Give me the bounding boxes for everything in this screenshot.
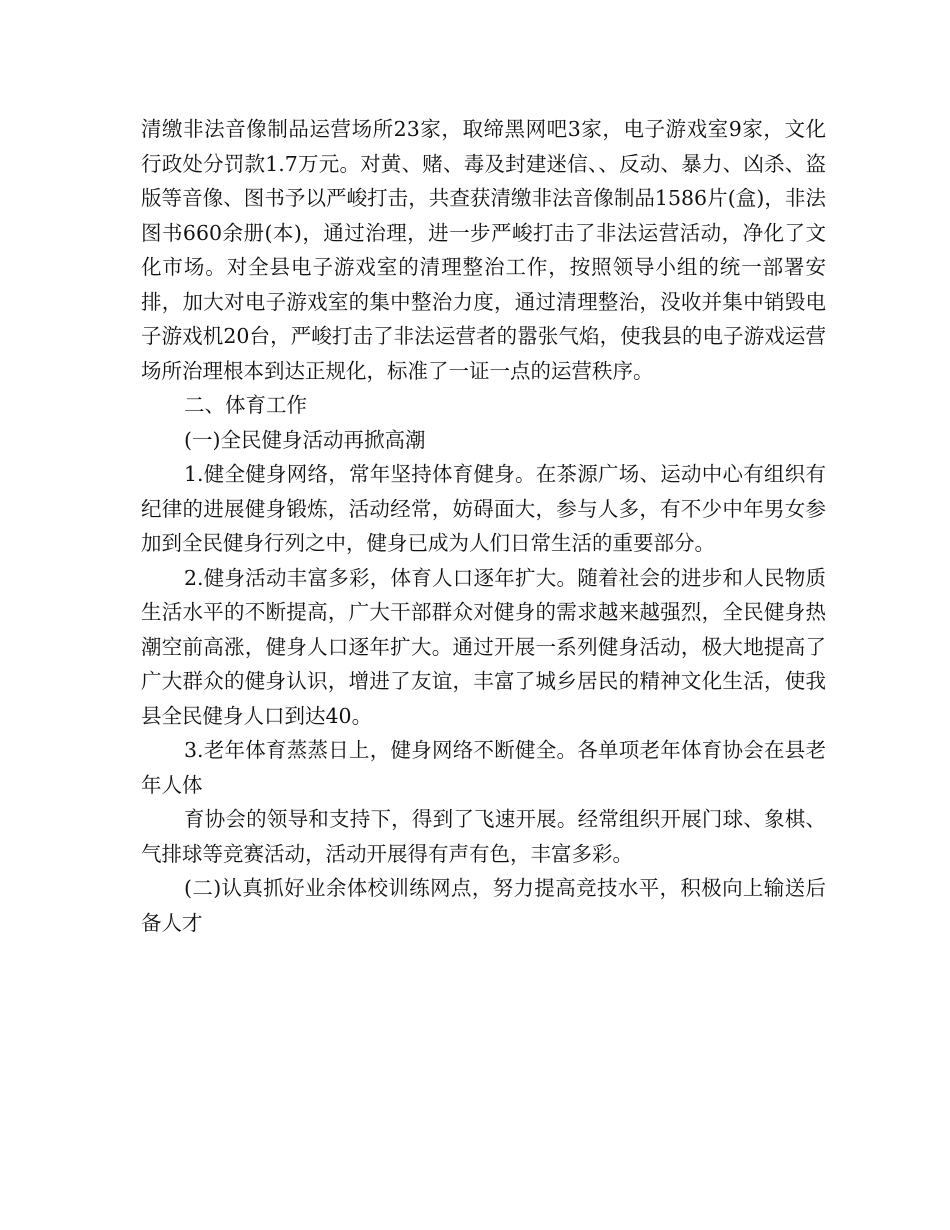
paragraph-elderly-sports-continued: 育协会的领导和支持下，得到了飞速开展。经常组织开展门球、象棋、气排球等竞赛活动，活动开展得有声有色，丰富多彩。: [141, 807, 826, 866]
subsection-heading-sports-school: (二)认真抓好业余体校训练网点，努力提高竞技水平，积极向上输送后备人才: [141, 876, 826, 935]
paragraph-elderly-sports: 3.老年体育蒸蒸日上，健身网络不断健全。各单项老年体育协会在县老年人体: [141, 738, 826, 797]
paragraph-culture-market: 清缴非法音像制品运营场所23家，取缔黑网吧3家，电子游戏室9家，文化行政处分罚款1.7万元。对黄、赌、毒及封建迷信、、反动、暴力、凶杀、盗版等音像、图书予以严峻打击，共查获清缴非法音像制品1586片(盒)，非法图书660余册(本)，通过治理，进一步严峻打击了非法运营活动，净化了文化市场。对全县电子游戏室的清理整治工作，按照领导小组的统一部署安排，加大对电子游戏室的集中整治力度，通过清理整治，没收并集中销毁电子游戏机20台，严峻打击了非法运营者的嚣张气焰，使我县的电子游戏运营场所治理根本到达正规化，标准了一证一点的运营秩序。: [141, 117, 826, 383]
paragraph-fitness-network: 1.健全健身网络，常年坚持体育健身。在茶源广场、运动中心有组织有纪律的进展健身锻炼，活动经常，妨碍面大，参与人多，有不少中年男女参加到全民健身行列之中，健身已成为人们日常生活的重要部分。: [141, 462, 826, 555]
paragraph-fitness-activities: 2.健身活动丰富多彩，体育人口逐年扩大。随着社会的进步和人民物质生活水平的不断提高，广大干部群众对健身的需求越来越强烈，全民健身热潮空前高涨，健身人口逐年扩大。通过开展一系列健身活动，极大地提高了广大群众的健身认识，增进了友谊，丰富了城乡居民的精神文化生活，使我县全民健身人口到达40。: [141, 565, 826, 728]
subsection-heading-fitness: (一)全民健身活动再掀高潮: [184, 427, 426, 452]
section-heading-sports: 二、体育工作: [184, 393, 307, 417]
document-page: [141, 112, 826, 940]
